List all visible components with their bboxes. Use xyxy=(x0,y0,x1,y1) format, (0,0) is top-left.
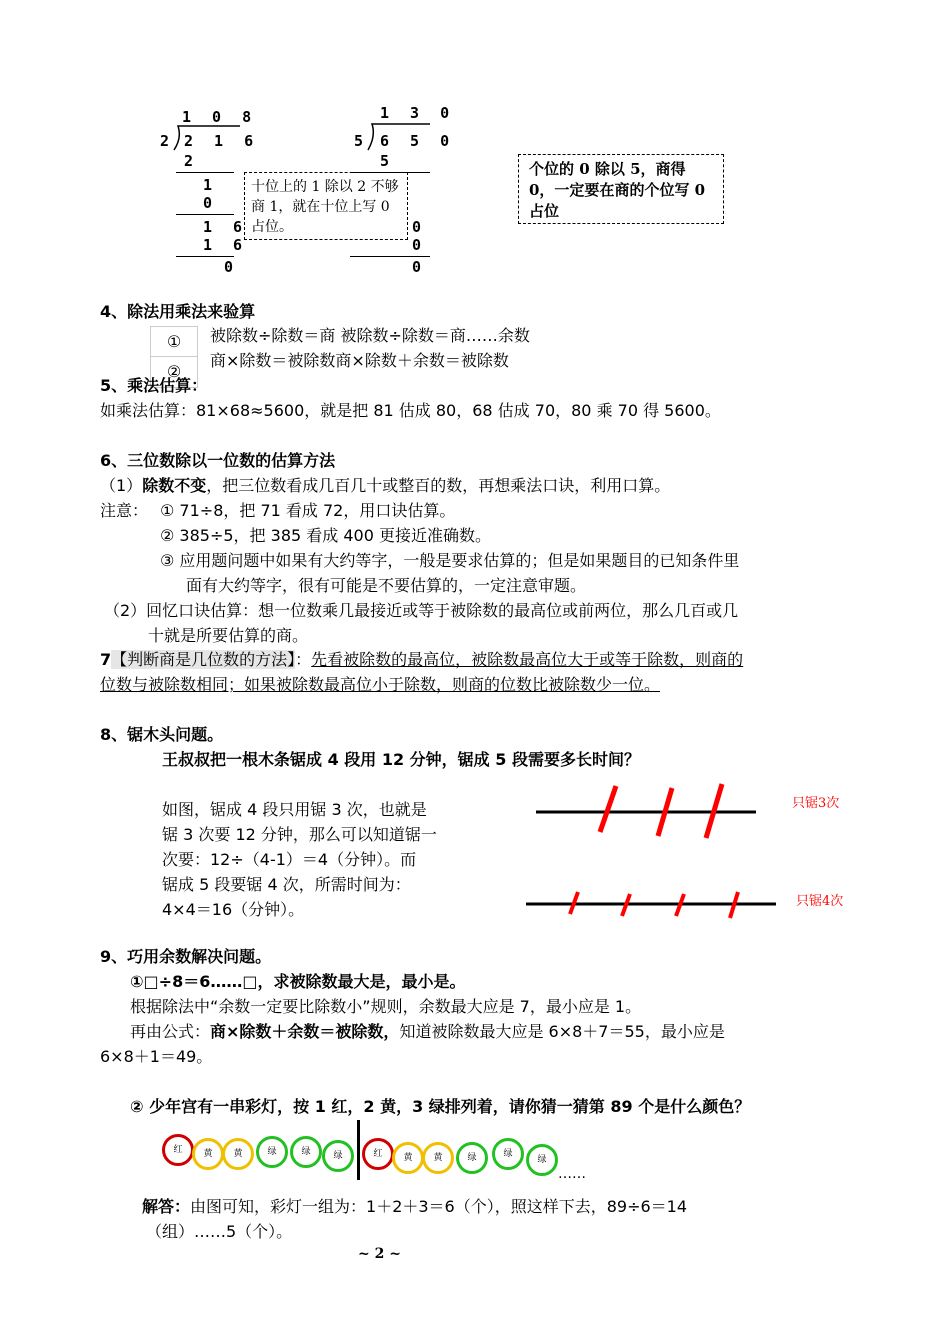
saw-line-1: 如图，锯成 4 段只用锯 3 次，也就是 xyxy=(162,800,427,819)
saw-line-4: 锯成 5 段要锯 4 次，所需时间为： xyxy=(162,875,411,894)
step2-2: 0 xyxy=(412,218,428,236)
fig-label-3: 只锯3次 xyxy=(792,796,840,811)
note-3a: ③ 应用题问题中如果有大约等字，一般是要求估算的；但是如果题目的已知条件里 xyxy=(160,551,740,570)
rule2-1 xyxy=(350,172,430,173)
light-2-5: 绿 xyxy=(492,1138,524,1170)
divisor-1: 2 xyxy=(160,132,176,150)
cut-mark xyxy=(600,786,616,832)
step-1: 2 xyxy=(184,152,200,170)
rule-1 xyxy=(176,172,234,173)
section-7-num: 7 xyxy=(100,650,112,669)
section-7-line-a xyxy=(100,648,743,672)
rule-3 xyxy=(176,256,234,257)
light-2-1: 红 xyxy=(362,1138,394,1170)
quotient-1: 1 0 8 xyxy=(182,108,258,126)
step2-1: 5 xyxy=(380,152,396,170)
section-6-title: 6、三位数除以一位数的估算方法 xyxy=(100,451,336,470)
p1-index: （1） xyxy=(100,476,143,495)
step-3: 0 xyxy=(203,194,219,212)
light-1-5: 绿 xyxy=(290,1136,322,1168)
section-9-l3: 6×8＋1＝49。 xyxy=(100,1047,213,1066)
answer-text-a: 由图可知，彩灯一组为：1＋2＋3＝6（个），照这样下去，89÷6＝14 xyxy=(190,1197,688,1216)
section-6-p2b: 十就是所要估算的商。 xyxy=(148,626,309,645)
section-5-line: 如乘法估算：81×68≈5600，就是把 81 估成 80，68 估成 70，80 乘 70 得 5600。 xyxy=(100,401,721,420)
dividend-2: 6 5 0 xyxy=(380,132,456,150)
section-5-title: 5、乘法估算： xyxy=(100,376,208,395)
divisor-2: 5 xyxy=(354,132,370,150)
p1-rest: ，把三位数看成几百几十或整百的数，再想乘法口诀，利用口算。 xyxy=(206,476,671,495)
note-3b: 面有大约等字，很有可能是不要估算的，一定注意审题。 xyxy=(186,576,587,595)
section-9-q2: ② 少年宫有一串彩灯，按 1 红，2 黄，3 绿排列着，请你猜一猜第 89 个是什么颜色？ xyxy=(130,1097,751,1116)
section-6-p1 xyxy=(100,474,670,498)
note-1: ① 71÷8，把 71 看成 72，用口诀估算。 xyxy=(160,501,456,520)
answer-line-b: （组）……5（个）。 xyxy=(146,1222,293,1241)
section-4-title: 4、除法用乘法来验算 xyxy=(100,302,256,321)
circle-one: ① xyxy=(150,326,198,358)
step2-3: 0 xyxy=(412,236,428,254)
check-line-2: 商×除数＝被除数商×除数＋余数＝被除数 xyxy=(210,351,509,370)
light-2-4: 绿 xyxy=(456,1142,488,1174)
saw-line-3: 次要：12÷（4-1）＝4（分钟）。而 xyxy=(162,850,417,869)
l2-prefix: 再由公式： xyxy=(130,1022,211,1041)
l2-formula: 商×除数＋余数＝被除数， xyxy=(210,1022,400,1041)
light-1-6: 绿 xyxy=(322,1140,354,1172)
quotient-2: 1 3 0 xyxy=(380,104,456,122)
dividend-1: 2 1 6 xyxy=(184,132,260,150)
step2-4: 0 xyxy=(412,258,428,276)
light-2-6: 绿 xyxy=(526,1144,558,1176)
rule2-2 xyxy=(350,256,430,257)
light-1-4: 绿 xyxy=(256,1136,288,1168)
answer-line-a xyxy=(142,1195,687,1219)
note-units-zero: 个位的 0 除以 5，商得 0，一定要在商的个位写 0 占位 xyxy=(518,154,724,224)
saw-line-5: 4×4＝16（分钟）。 xyxy=(162,900,305,919)
light-1-2: 黄 xyxy=(192,1138,224,1170)
section-6-p2a: （2）回忆口诀估算：想一位数乘几最接近或等于被除数的最高位或前两位，那么几百或几 xyxy=(104,601,739,620)
section-9-title: 9、巧用余数解决问题。 xyxy=(100,947,272,966)
step-4: 1 6 xyxy=(203,218,249,236)
section-7-text-b: 位数与被除数相同；如果被除数最高位小于除数，则商的位数比被除数少一位。 xyxy=(100,675,661,694)
note-2: ② 385÷5，把 385 看成 400 更接近准确数。 xyxy=(160,526,491,545)
note-tens-zero: 十位上的 1 除以 2 不够商 1，就在十位上写 0 占位。 xyxy=(244,172,408,240)
page-number: ~ 2 ~ xyxy=(358,1246,401,1262)
lights-ellipsis: …… xyxy=(558,1166,586,1182)
p1-keyword: 除数不变 xyxy=(142,476,207,495)
step-6: 0 xyxy=(224,258,240,276)
fig-label-4: 只锯4次 xyxy=(796,894,844,909)
answer-label: 解答： xyxy=(142,1197,191,1216)
section-7-colon: ： xyxy=(295,650,312,669)
light-2-3: 黄 xyxy=(422,1142,454,1174)
section-9-l1: 根据除法中“余数一定要比除数小”规则，余数最大应是 7，最小应是 1。 xyxy=(130,997,642,1016)
section-9-q1: ①□÷8＝6……□，求被除数最大是，最小是。 xyxy=(130,972,466,991)
light-1-3: 黄 xyxy=(222,1138,254,1170)
section-8-title: 8、锯木头问题。 xyxy=(100,725,224,744)
light-2-2: 黄 xyxy=(392,1142,424,1174)
section-9-l2 xyxy=(130,1020,725,1044)
check-line-1: 被除数÷除数＝商 被除数÷除数＝商……余数 xyxy=(210,326,530,345)
l2-rest: 知道被除数最大应是 6×8＋7＝55，最小应是 xyxy=(399,1022,725,1041)
note-label: 注意： xyxy=(100,501,149,520)
group-divider xyxy=(357,1120,360,1180)
saw-line-2: 锯 3 次要 12 分钟，那么可以知道锯一 xyxy=(162,825,437,844)
section-7-text-a: 先看被除数的最高位，被除数最高位大于或等于除数，则商的 xyxy=(311,650,744,669)
step-5: 1 6 xyxy=(203,236,249,254)
rule-2 xyxy=(176,214,234,215)
section-8-question: 王叔叔把一根木条锯成 4 段用 12 分钟，锯成 5 段需要多长时间？ xyxy=(162,750,640,769)
section-7-label: 【判断商是几位数的方法】 xyxy=(111,650,296,669)
step-2: 1 xyxy=(203,176,219,194)
circle-two: ② xyxy=(150,356,198,388)
light-1-1: 红 xyxy=(162,1134,194,1166)
